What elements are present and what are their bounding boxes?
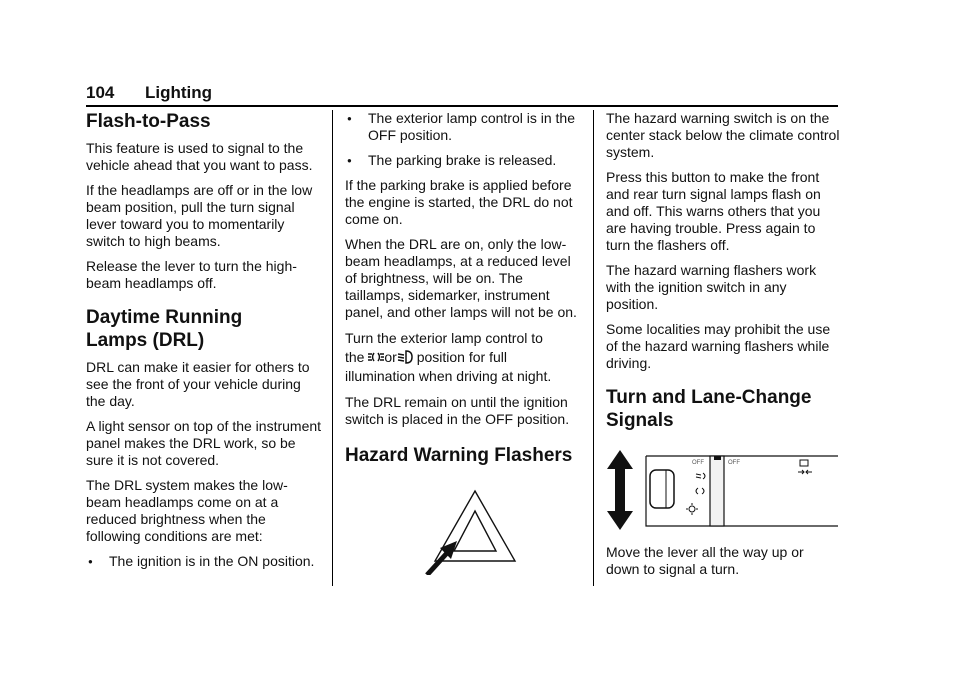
text: position for full (416, 349, 507, 365)
text: Turn the exterior lamp control to (345, 330, 543, 346)
column-2 (345, 110, 583, 575)
heading-turn-signals-line1: Turn and Lane-Change (606, 387, 812, 408)
up-down-arrow-icon (607, 450, 633, 530)
turn-signal-lever-illustration (606, 448, 840, 532)
heading-flash-to-pass: Flash-to-Pass (86, 111, 211, 132)
bullet-item: ● The exterior lamp control is in the OFF position. (345, 110, 583, 144)
heading-turn-signals-line2: Signals (606, 410, 674, 431)
heading-drl-line2: Lamps (DRL) (86, 330, 205, 351)
text: or (384, 349, 397, 365)
paragraph: This feature is used to signal to the vehicle ahead that you want to pass. (86, 140, 313, 173)
page-header (86, 83, 838, 107)
paragraph: The DRL remain on until the ignition switch is placed in the OFF position. (345, 394, 570, 427)
paragraph: Move the lever all the way up or down to signal a turn. (606, 544, 804, 577)
text: the (345, 349, 365, 365)
off-label-right: OFF (728, 460, 740, 466)
column-1 (86, 110, 322, 578)
pointer-arrow-icon (427, 541, 457, 575)
off-label-left: OFF (692, 460, 704, 466)
text: illumination when driving at night. (345, 368, 552, 384)
paragraph: Some localities may prohibit the use of the hazard warning flashers while driving. (606, 321, 831, 371)
parking-lamp-icon (368, 349, 384, 365)
bullet-item: ● The parking brake is released. (345, 152, 583, 169)
heading-drl-line1: Daytime Running (86, 307, 243, 328)
flash-to-pass-symbols-icon (798, 460, 812, 474)
bullet-item: ● The ignition is in the ON position. (86, 553, 322, 570)
paragraph: If the headlamps are off or in the low beam position, pull the turn signal lever toward you to momentarily switch to high beams. (86, 182, 313, 249)
paragraph: The hazard warning switch is on the center stack below the climate control system. (606, 110, 840, 160)
column-divider-left (332, 110, 333, 586)
paragraph: Release the lever to turn the high-beam headlamps off. (86, 258, 297, 291)
paragraph: The DRL system makes the low-beam headlamps come on at a reduced brightness when the following conditions are met: (86, 477, 288, 544)
paragraph: DRL can make it easier for others to see the front of your vehicle during the day. (86, 359, 310, 409)
paragraph: When the DRL are on, only the low-beam headlamps, at a reduced level of brightness, will be on. The taillamps, sidemarker, instrument panel, and other lamps will not be on. (345, 236, 577, 320)
paragraph: A light sensor on top of the instrument panel makes the DRL work, so be sure it is not covered. (86, 418, 322, 468)
paragraph-lamp-control (345, 329, 583, 386)
hazard-button-illustration (425, 475, 555, 575)
section-title: Lighting (145, 83, 213, 102)
column-divider-right (593, 110, 594, 586)
column-3 (606, 110, 840, 586)
paragraph: If the parking brake is applied before the engine is started, the DRL do not come on. (345, 177, 573, 227)
low-beam-headlamp-icon (397, 349, 413, 365)
page-number: 104 (86, 83, 115, 102)
paragraph: The hazard warning flashers work with the ignition switch in any position. (606, 262, 817, 312)
paragraph: Press this button to make the front and rear turn signal lamps flash on and off. This warns others that you are having trouble. Press again to turn the flashers off. (606, 169, 821, 253)
lamp-symbols-icon (686, 473, 705, 515)
heading-hazard-warning-flashers: Hazard Warning Flashers (345, 445, 573, 466)
